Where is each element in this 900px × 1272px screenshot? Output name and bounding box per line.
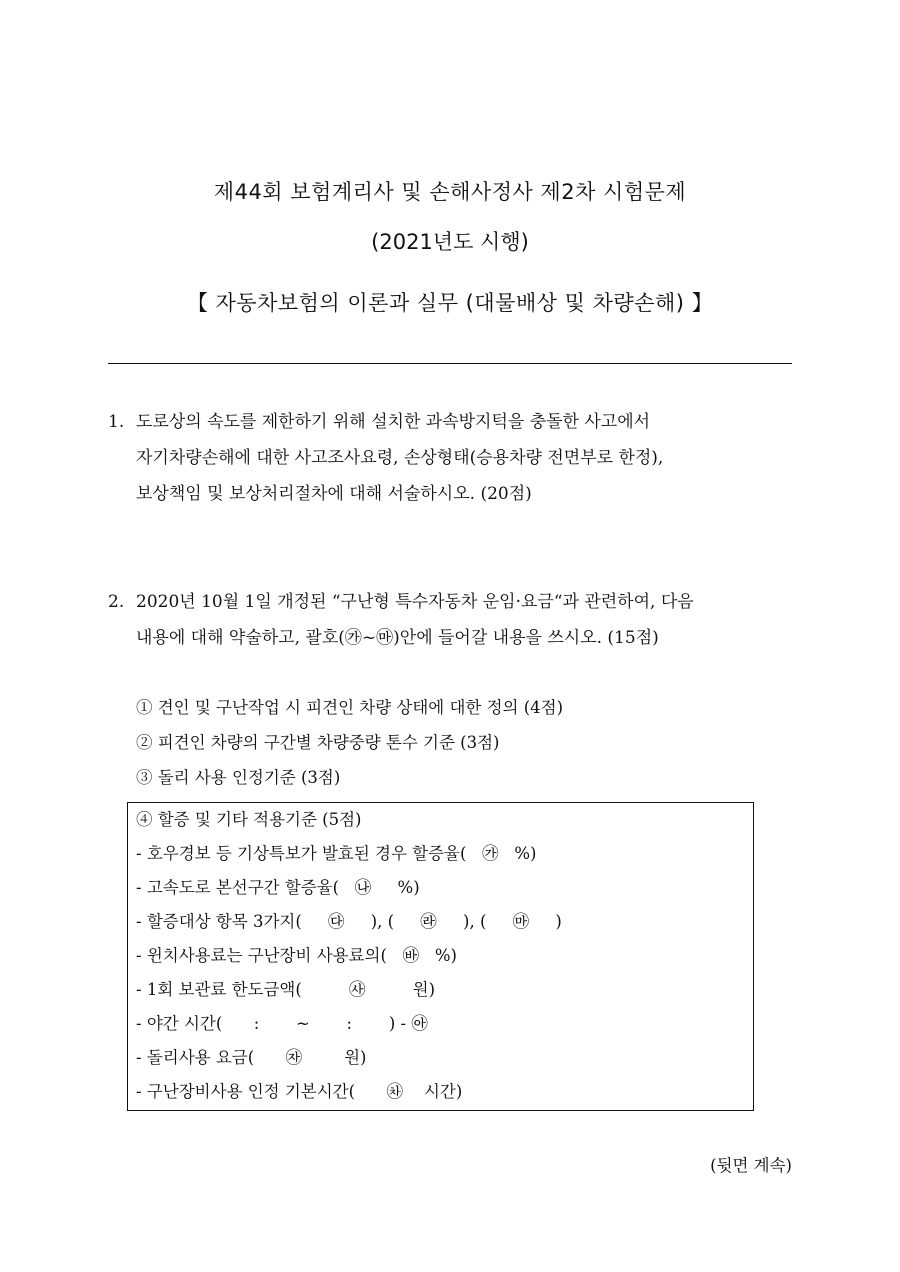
exam-title: 제44회 보험계리사 및 손해사정사 제2차 시험문제	[213, 180, 687, 204]
header-divider	[108, 363, 792, 364]
box-item: - 야간 시간( : ~ : ) - ㉵	[136, 1014, 428, 1033]
question-number: 2.	[108, 592, 125, 612]
sub-item-3: ③ 돌리 사용 인정기준 (3점)	[136, 768, 341, 787]
question-1	[108, 404, 798, 512]
question-number: 1.	[108, 412, 125, 432]
box-item: - 돌리사용 요금( ㉶ 원)	[136, 1048, 367, 1067]
question-line: 보상책임 및 보상처리절차에 대해 서술하시오. (20점)	[136, 484, 532, 504]
sub-item-2: ② 피견인 차량의 구간별 차량중량 톤수 기준 (3점)	[136, 733, 500, 752]
sub-item-1: ① 견인 및 구난작업 시 피견인 차량 상태에 대한 정의 (4점)	[136, 698, 564, 717]
box-item: - 고속도로 본선구간 할증율( ㉯ %)	[136, 878, 420, 897]
box-item: - 1회 보관료 한도금액( ㉴ 원)	[136, 980, 436, 999]
question-line	[108, 404, 798, 440]
question-text: 도로상의 속도를 제한하기 위해 설치한 과속방지턱을 충돌한 사고에서	[136, 412, 651, 432]
surcharge-criteria-box	[127, 802, 754, 1111]
box-item: - 할증대상 항목 3가지( ㉰ ), ( ㉱ ), ( ㉲ )	[136, 912, 562, 931]
question-text: 2020년 10월 1일 개정된 “구난형 특수자동차 운임·요금“과 관련하여, 다음	[136, 592, 694, 612]
continued-note: (뒷면 계속)	[710, 1156, 792, 1175]
box-item: - 윈치사용료는 구난장비 사용료의( ㉳ %)	[136, 946, 457, 965]
box-item: - 구난장비사용 인정 기본시간( ㉷ 시간)	[136, 1082, 463, 1101]
box-item: - 호우경보 등 기상특보가 발효된 경우 할증율( ㉮ %)	[136, 844, 537, 863]
question-line: 내용에 대해 약술하고, 괄호(㉮~㉲)안에 들어갈 내용을 쓰시오. (15점)	[136, 628, 659, 648]
box-heading: ④ 할증 및 기타 적용기준 (5점)	[136, 810, 362, 829]
subject-title: 【 자동차보험의 이론과 실무 (대물배상 및 차량손해) 】	[186, 291, 714, 315]
exam-year: (2021년도 시행)	[371, 230, 529, 254]
question-line: 자기차량손해에 대한 사고조사요령, 손상형태(승용차량 전면부로 한정),	[136, 448, 664, 468]
question-line	[108, 584, 798, 620]
question-2	[108, 584, 798, 656]
